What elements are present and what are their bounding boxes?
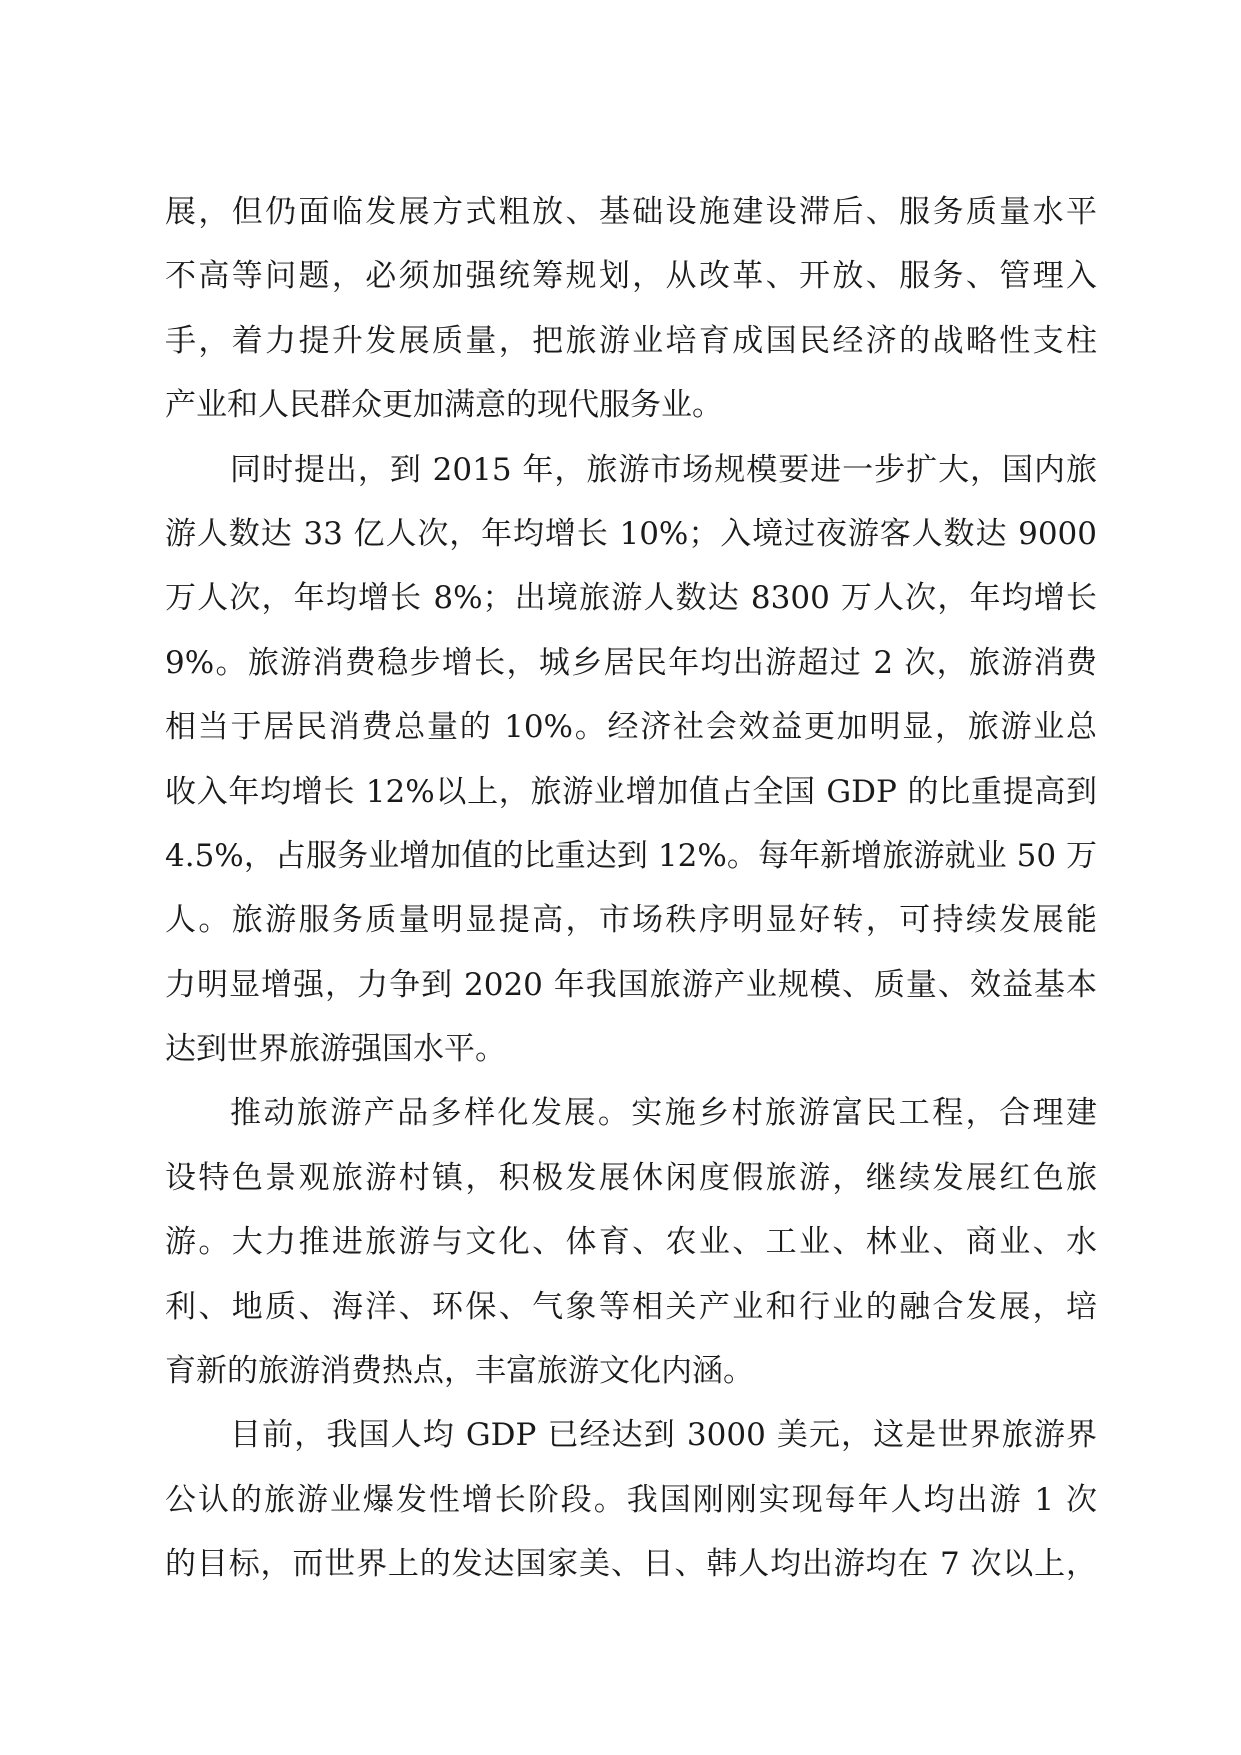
text-line: 不高等问题，必须加强统筹规划，从改革、开放、服务、管理入 — [165, 258, 1097, 295]
text-line: 9%。旅游消费稳步增长，城乡居民年均出游超过 2 次，旅游消费 — [165, 644, 1097, 681]
text-line: 相当于居民消费总量的 10%。经济社会效益更加明显，旅游业总 — [165, 709, 1097, 746]
paragraph-start-line: 同时提出，到 2015 年，旅游市场规模要进一步扩大，国内旅 — [230, 451, 1097, 488]
text-line: 公认的旅游业爆发性增长阶段。我国刚刚实现每年人均出游 1 次 — [165, 1481, 1097, 1518]
text-line: 设特色景观旅游村镇，积极发展休闲度假旅游，继续发展红色旅 — [165, 1159, 1097, 1196]
text-line: 展，但仍面临发展方式粗放、基础设施建设滞后、服务质量水平 — [165, 194, 1097, 230]
text-line: 产业和人民群众更加满意的现代服务业。 — [165, 387, 723, 424]
text-line: 力明显增强，力争到 2020 年我国旅游产业规模、质量、效益基本 — [165, 966, 1097, 1003]
text-line: 游人数达 33 亿人次，年均增长 10%；入境过夜游客人数达 9000 — [165, 515, 1097, 552]
text-line: 收入年均增长 12%以上，旅游业增加值占全国 GDP 的比重提高到 — [165, 773, 1097, 810]
text-line: 万人次，年均增长 8%；出境旅游人数达 8300 万人次，年均增长 — [165, 580, 1097, 617]
text-line: 利、地质、海洋、环保、气象等相关产业和行业的融合发展，培 — [165, 1288, 1097, 1325]
paragraph-start-line: 目前，我国人均 GDP 已经达到 3000 美元，这是世界旅游界 — [230, 1417, 1097, 1454]
text-line: 的目标，而世界上的发达国家美、日、韩人均出游均在 7 次以上， — [165, 1546, 1097, 1583]
text-line: 人。旅游服务质量明显提高，市场秩序明显好转，可持续发展能 — [165, 902, 1097, 939]
text-line: 游。大力推进旅游与文化、体育、农业、工业、林业、商业、水 — [165, 1224, 1097, 1261]
text-line: 育新的旅游消费热点，丰富旅游文化内涵。 — [165, 1353, 754, 1390]
text-line: 4.5%，占服务业增加值的比重达到 12%。每年新增旅游就业 50 万 — [165, 837, 1097, 874]
body-text — [165, 180, 1097, 1597]
paragraph-start-line: 推动旅游产品多样化发展。实施乡村旅游富民工程，合理建 — [230, 1095, 1097, 1132]
text-line: 达到世界旅游强国水平。 — [165, 1031, 506, 1068]
text-line: 手，着力提升发展质量，把旅游业培育成国民经济的战略性支柱 — [165, 322, 1097, 359]
